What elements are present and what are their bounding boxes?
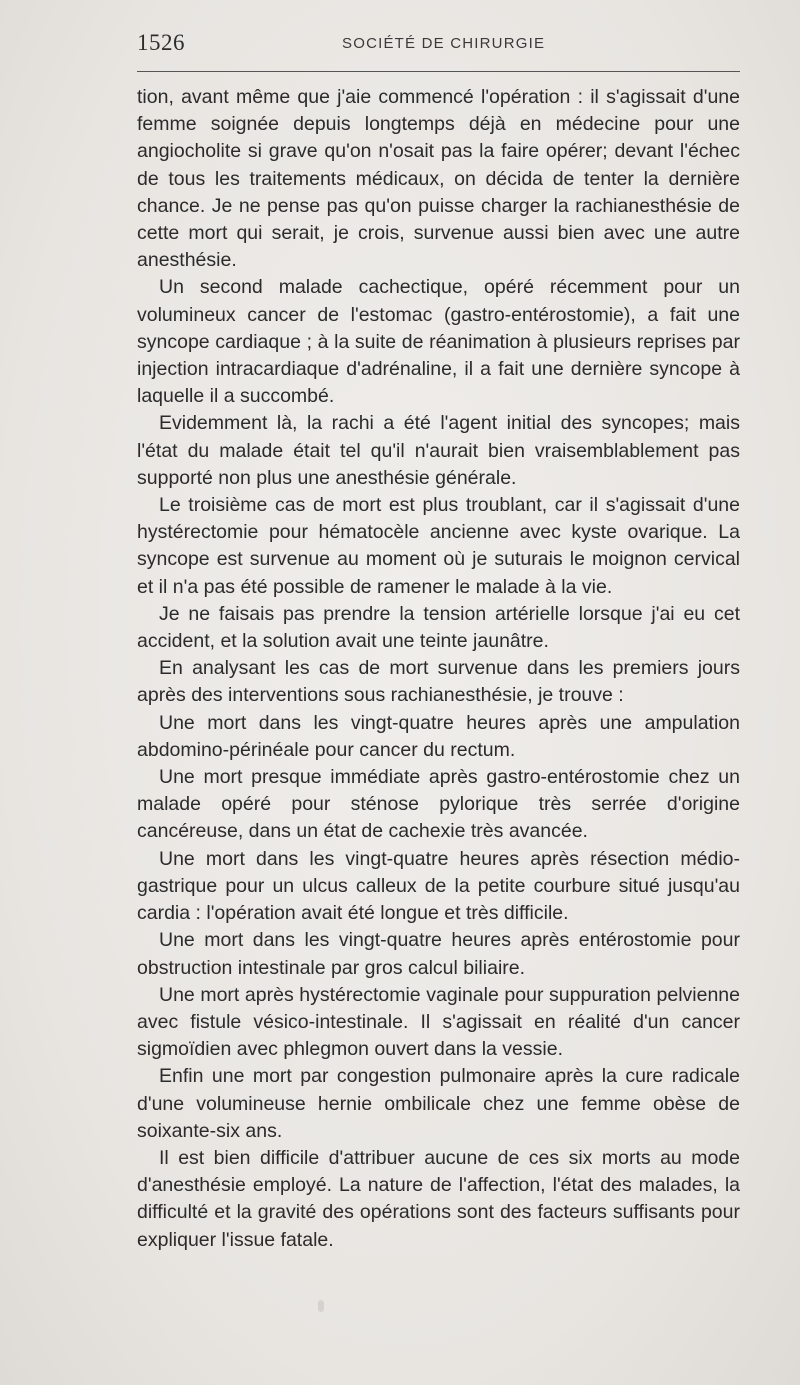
paragraph: Le troisième cas de mort est plus troublant, car il s'agissait d'une hystérectomie pour hématocèle ancienne avec kyste ovarique. La syncope est survenue au moment où je suturais le moignon cervical et il n'a pas été possible de ramener le malade à la vie. [137, 494, 740, 598]
paragraph: Une mort dans les vingt-quatre heures après résection médio-gastrique pour un ulcus calleux de la petite courbure situé jusqu'au cardia : l'opération avait été longue et très difficile. [137, 847, 740, 925]
paragraph: tion, avant même que j'aie commencé l'opération : il s'agissait d'une femme soignée depuis longtemps déjà en médecine pour une angiocholite si grave qu'on n'osait pas la faire opérer; devant l'échec de tous les traitements médicaux, on décida de tenter la dernière chance. Je ne pense pas qu'on puisse charger la rachianesthésie de cette mort qui serait, je crois, survenue aussi bien avec une autre anesthésie. [137, 86, 740, 272]
paper-blemish [318, 1300, 324, 1312]
paragraph: Une mort dans les vingt-quatre heures après entérostomie pour obstruction intestinale par gros calcul biliaire. [137, 929, 740, 979]
header-rule [137, 71, 740, 72]
paragraph: Enfin une mort par congestion pulmonaire après la cure radicale d'une volumineuse hernie ombilicale chez une femme obèse de soixante-six ans. [137, 1065, 740, 1142]
page-header [0, 30, 800, 56]
paragraph: Evidemment là, la rachi a été l'agent initial des syncopes; mais l'état du malade était tel qu'il n'aurait bien vraisemblablement pas supporté non plus une anesthésie générale. [137, 412, 740, 489]
paragraph: En analysant les cas de mort survenue dans les premiers jours après des interventions sous rachianesthésie, je trouve : [137, 657, 740, 707]
paragraph: Un second malade cachectique, opéré récemment pour un volumineux cancer de l'estomac (gastro-entérostomie), a fait une syncope cardiaque ; à la suite de réanimation à plusieurs reprises par injection intracardiaque d'adrénaline, il a fait une dernière syncope à laquelle il a succombé. [137, 276, 740, 408]
running-title: SOCIÉTÉ DE CHIRURGIE [342, 35, 546, 52]
body-text [137, 84, 740, 1254]
paragraph: Une mort après hystérectomie vaginale pour suppuration pelvienne avec fistule vésico-intestinale. Il s'agissait en réalité d'un cancer sigmoïdien avec phlegmon ouvert dans la vessie. [137, 983, 740, 1061]
paragraph: Je ne faisais pas prendre la tension artérielle lorsque j'ai eu cet accident, et la solution avait une teinte jaunâtre. [137, 602, 740, 653]
page-number: 1526 [137, 30, 185, 55]
paragraph: Il est bien difficile d'attribuer aucune de ces six morts au mode d'anesthésie employé. La nature de l'affection, l'état des malades, la difficulté et la gravité des opérations sont des facteurs suffisants pour expliquer l'issue fatale. [137, 1146, 740, 1251]
paragraph: Une mort dans les vingt-quatre heures après une ampulation abdomino-périnéale pour cancer du rectum. [137, 711, 740, 761]
paragraph: Une mort presque immédiate après gastro-entérostomie chez un malade opéré pour sténose pylorique très serrée d'origine cancéreuse, dans un état de cachexie très avancée. [137, 766, 740, 843]
